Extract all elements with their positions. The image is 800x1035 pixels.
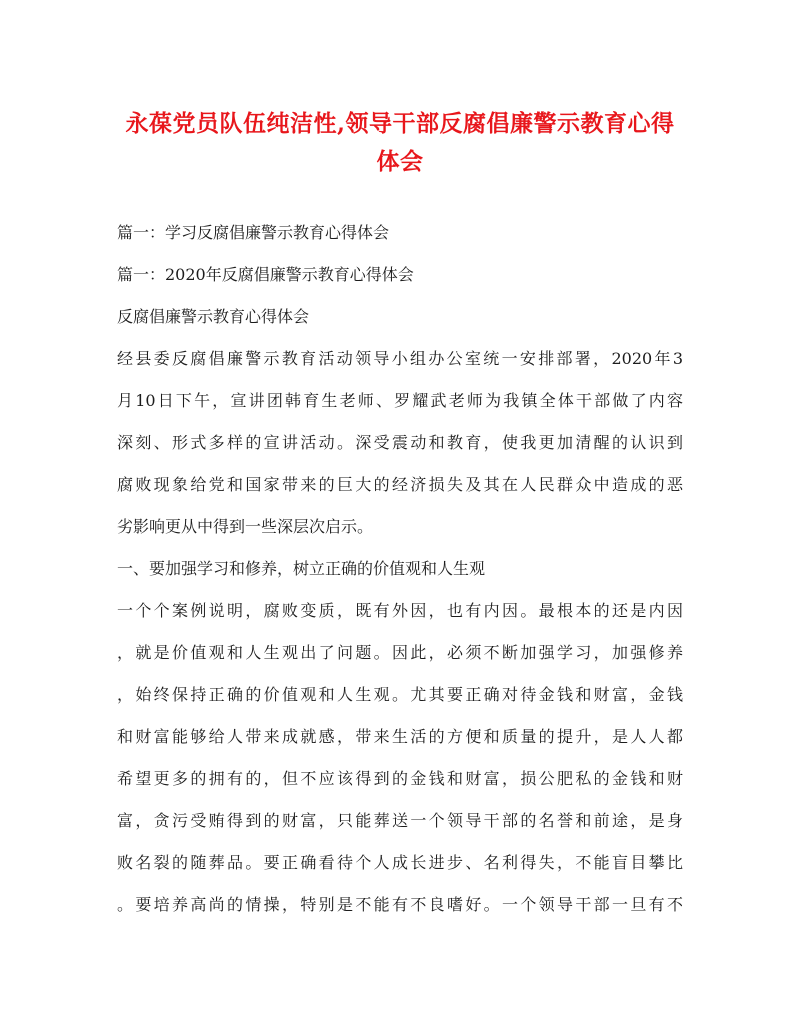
paragraph-line: 月10日下午，宣讲团韩育生老师、罗耀武老师为我镇全体干部做了内容: [117, 391, 683, 410]
paragraph-line: 和财富能够给人带来成就感，带来生活的方便和质量的提升，是人人都: [117, 727, 683, 746]
subheading-line: 篇一：学习反腐倡廉警示教育心得体会: [117, 223, 390, 242]
paragraph-line: 希望更多的拥有的，但不应该得到的金钱和财富，损公肥私的金钱和财: [117, 769, 683, 788]
subheading-line: 反腐倡廉警示教育心得体会: [117, 307, 310, 326]
paragraph-line: 一个个案例说明，腐败变质，既有外因，也有内因。最根本的还是内因: [117, 601, 683, 620]
section-heading: 一、要加强学习和修养，树立正确的价值观和人生观: [117, 559, 486, 578]
paragraph-line: 富，贪污受贿得到的财富，只能葬送一个领导干部的名誉和前途，是身: [117, 811, 683, 830]
document-title-line-1: 永葆党员队伍纯洁性,领导干部反腐倡廉警示教育心得: [125, 110, 675, 137]
paragraph-line: 劣影响更从中得到一些深层次启示。: [117, 517, 374, 536]
paragraph-line: ，始终保持正确的价值观和人生观。尤其要正确对待金钱和财富，金钱: [117, 685, 683, 704]
paragraph-line: 腐败现象给党和国家带来的巨大的经济损失及其在人民群众中造成的恶: [117, 475, 683, 494]
paragraph-line: ，就是价值观和人生观出了问题。因此，必须不断加强学习，加强修养: [117, 643, 683, 662]
document-title-line-2: 体会: [376, 148, 424, 175]
subheading-line: 篇一：2020年反腐倡廉警示教育心得体会: [117, 265, 414, 284]
paragraph-line: 深刻、形式多样的宣讲活动。深受震动和教育，使我更加清醒的认识到: [117, 433, 683, 452]
paragraph-line: 。要培养高尚的情操，特别是不能有不良嗜好。一个领导干部一旦有不: [117, 895, 683, 914]
paragraph-line: 经县委反腐倡廉警示教育活动领导小组办公室统一安排部署，2020年3: [117, 349, 683, 368]
paragraph-line: 败名裂的随葬品。要正确看待个人成长进步、名利得失，不能盲目攀比: [117, 853, 683, 872]
